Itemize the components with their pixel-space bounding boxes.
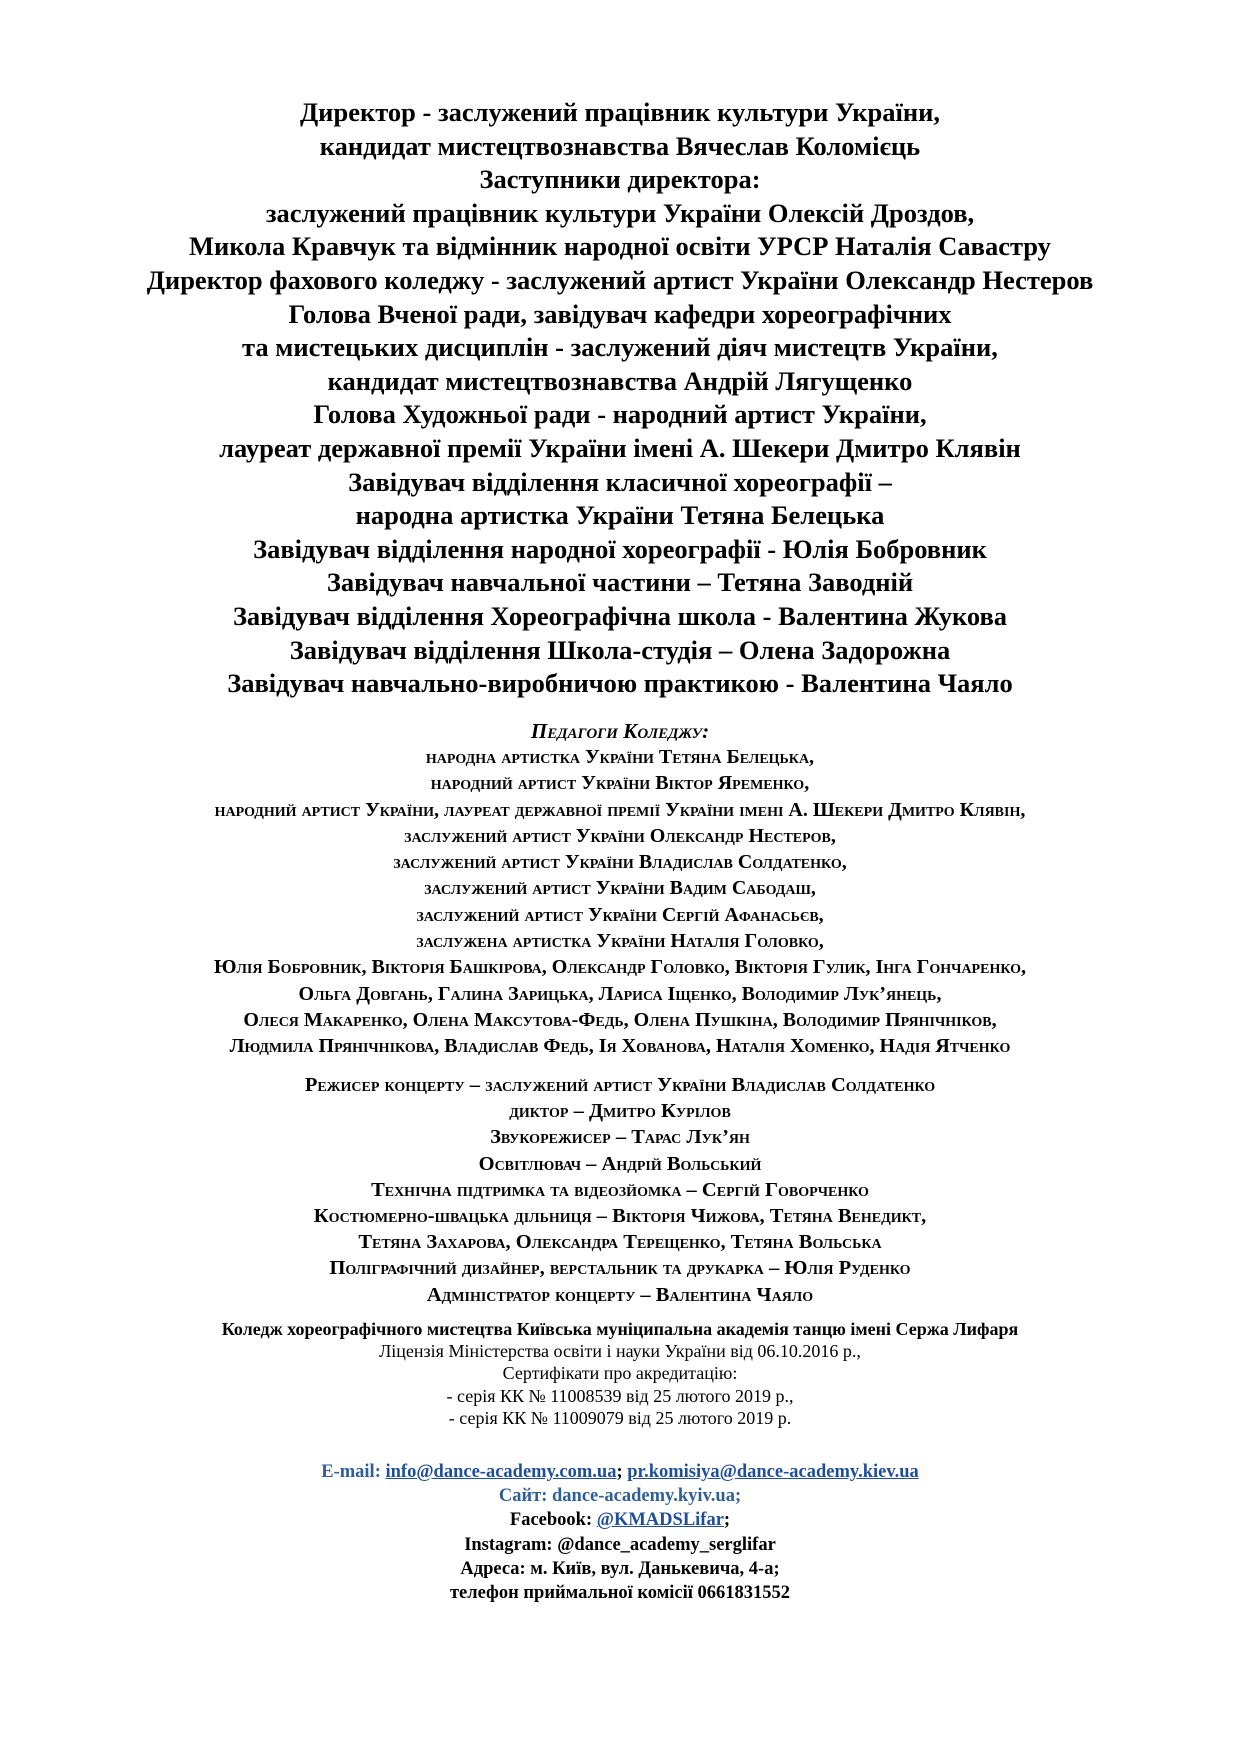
admin-line: кандидат мистецтвознавства Вячеслав Коломієць [319,130,921,161]
admin-line: заслужений працівник культури України Олексій Дроздов, [265,197,975,228]
license-text: Ліцензія Міністерства освіти і науки України від 06.10.2016 р., [379,1341,861,1362]
crew-line: Звукорежисер – Тарас Лук’ян [490,1126,750,1149]
admin-line: Завідувач відділення класичної хореографії – [348,466,892,497]
admin-line: Завідувач навчальної частини – Тетяна Заводній [326,567,914,598]
instagram-line: Instagram: @dance_academy_serglifar [464,1534,776,1555]
admin-line: лауреат державної премії України імені А. Шекери Дмитро Клявін [219,432,1021,463]
certificate-1: - серія КК № 11008539 від 25 лютого 2019 р., [446,1385,794,1406]
admin-line: Завідувач навчально-виробничою практикою - Валентина Чаяло [227,668,1013,699]
teacher-line: народна артистка України Тетяна Белецька, [425,746,815,768]
crew-line: Технічна підтримка та відеозйомка – Сергій Говорченко [371,1178,869,1201]
facebook-line [40,1508,1200,1532]
crew-line: Тетяна Захарова, Олександра Терещенко, Тетяна Вольська [358,1231,882,1254]
admin-line: Голова Вченої ради, завідувач кафедри хореографічних [288,298,952,329]
certificates-label: Сертифікати про акредитацію: [502,1363,738,1384]
teacher-line: Юлія Бобровник, Вікторія Башкірова, Олександр Головко, Вікторія Гулик, Інга Гончаренко, [213,956,1027,979]
admin-line: Завідувач відділення Хореографічна школа - Валентина Жукова [232,600,1008,631]
institution-name: Коледж хореографічного мистецтва Київська муніципальна академія танцю імені Сержа Лифаря [221,1319,1019,1339]
concert-crew-block [40,1072,1200,1308]
email-link-info[interactable]: info@dance-academy.com.ua [385,1462,617,1482]
admin-line: Микола Кравчук та відмінник народної освіти УРСР Наталія Савастру [189,231,1051,262]
teacher-line: народний артист України Віктор Яременко, [430,772,810,795]
teacher-line: заслужений артист України Олександр Нестеров, [404,824,836,847]
admin-line: Завідувач відділення народної хореографії - Юлія Бобровник [253,533,987,564]
teachers-heading: Педагоги Коледжу: [530,719,710,743]
admin-line: кандидат мистецтвознавства Андрій Лягущенко [327,365,913,396]
crew-line: Костюмерно-швацька дільниця – Вікторія Чижова, Тетяна Венедикт, [313,1205,927,1228]
teacher-line: заслужений артист України Владислав Солдатенко, [393,851,847,874]
email-label: E-mail: [321,1462,386,1482]
email-separator: ; [616,1462,628,1482]
facebook-end: ; [723,1510,731,1531]
admin-line: Завідувач відділення Школа-студія – Олена Задорожна [289,634,951,665]
certificate-2: - серія КК № 11009079 від 25 лютого 2019 р. [448,1407,792,1428]
administration-block [40,96,1200,701]
admin-line: народна артистка України Тетяна Белецька [355,500,885,531]
teacher-line: Олеся Макаренко, Олена Максутова-Федь, Олена Пушкіна, Володимир Прянічніков, [243,1008,997,1031]
email-line [40,1460,1200,1484]
facebook-label: Facebook: [509,1510,597,1531]
crew-line: диктор – Дмитро Курілов [509,1100,731,1123]
teacher-line: Ольга Довгань, Галина Зарицька, Лариса Іщенко, Володимир Лук’янець, [298,982,942,1005]
crew-line: Поліграфічний дизайнер, верстальник та друкарка – Юлія Руденко [329,1257,911,1280]
institution-info [40,1318,1200,1429]
teacher-line: заслужена артистка України Наталія Головко, [416,930,824,953]
site-line: Сайт: dance-academy.kyiv.ua; [498,1486,742,1507]
address-line: Адреса: м. Київ, вул. Данькевича, 4-а; [460,1558,780,1579]
email-link-komisiya[interactable]: pr.komisiya@dance-academy.kiev.ua [627,1462,919,1482]
admin-line: Заступники директора: [479,164,761,195]
admin-line: Голова Художньої ради - народний артист України, [313,399,927,430]
crew-line: Освітлювач – Андрій Вольський [478,1152,762,1175]
facebook-link[interactable]: @KMADSLifar [596,1510,724,1531]
admin-line: та мистецьких дисциплін - заслужений діяч мистецтв України, [242,332,998,363]
teachers-block [40,718,1200,1060]
teacher-line: заслужений артист України Вадим Сабодаш, [424,877,816,900]
admin-line: Директор фахового коледжу - заслужений артист України Олександр Нестеров [146,264,1094,295]
admin-line: Директор - заслужений працівник культури України, [299,97,941,127]
teacher-line: народний артист України, лауреат державної премії України імені А. Шекери Дмитро Клявін, [214,798,1026,821]
crew-line: Адміністратор концерту – Валентина Чаяло [426,1283,814,1306]
crew-line: Режисер концерту – заслужений артист України Владислав Солдатенко [304,1074,936,1096]
phone-line: телефон приймальної комісії 0661831552 [449,1583,791,1604]
teacher-line: заслужений артист України Сергій Афанасьєв, [416,903,824,926]
teacher-line: Людмила Прянічнікова, Владислав Федь, Ія Хованова, Наталія Хоменко, Надія Ятченко [229,1035,1011,1058]
contacts-block [40,1460,1200,1605]
